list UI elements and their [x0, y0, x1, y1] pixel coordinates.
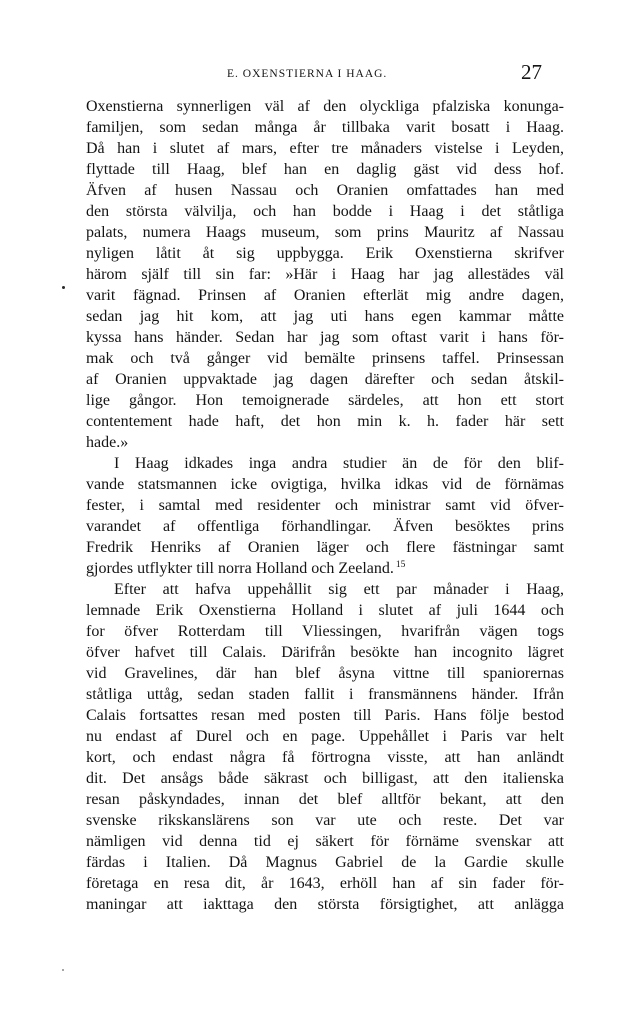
text-line: contentement hade haft, det hon min k. h. fader här sett: [86, 413, 564, 430]
text-line: maningar att iakttaga den största försigtighet, att anlägga: [86, 896, 564, 913]
paragraph-end-line: [86, 558, 564, 579]
paragraph-start-line: Efter att hafva uppehållit sig ett par månader i Haag,: [114, 581, 564, 598]
text-line: Oxenstierna synnerligen väl af den olyckliga pfalziska konunga-: [86, 98, 564, 115]
text-line: Äfven af husen Nassau och Oranien omfattades han med: [86, 182, 564, 199]
text-line: af Oranien uppvaktade jag dagen därefter och sedan åtskil-: [86, 371, 564, 388]
footnote-reference[interactable]: 15: [395, 560, 406, 570]
page-number: 27: [521, 60, 542, 84]
text-line: resan påskyndades, innan det blef alltför bekant, att den: [86, 791, 564, 808]
text-line: färdas i Italien. Då Magnus Gabriel de la Gardie skulle: [86, 854, 564, 871]
text-line: ståtliga uttåg, sedan staden fallit i fransmännens händer. Ifrån: [86, 686, 564, 703]
text-line: nu endast af Durel och en page. Uppehållet i Paris var helt: [86, 728, 564, 745]
text-line: palats, numera Haags museum, som prins Mauritz af Nassau: [86, 224, 564, 241]
text-line: kyssa hans händer. Sedan har jag som oftast varit i hans för-: [86, 329, 564, 346]
text-line: Då han i slutet af mars, efter tre månaders vistelse i Leyden,: [86, 140, 564, 157]
running-head: E. OXENSTIERNA I HAAG.: [227, 68, 388, 80]
text-line: varit fägnad. Prinsen af Oranien efterlät mig andre dagen,: [86, 287, 564, 304]
body-text: [86, 96, 564, 915]
paragraph-start-line: I Haag idkades inga andra studier än de för den blif-: [114, 455, 564, 472]
text-line: nyligen låtit åt sig uppbygga. Erik Oxenstierna skrifver: [86, 245, 564, 262]
text-line: sedan jag hit kom, att jag uti hans egen kammar måtte: [86, 308, 564, 325]
text-line: den största välvilja, och han bodde i Haag i det ståtliga: [86, 203, 564, 220]
text-line: fester, i samtal med residenter och ministrar samt vid öfver-: [86, 497, 564, 514]
text-line: svenske rikskanslärens son var ute och reste. Det var: [86, 812, 564, 829]
text-line: härom själf till sin far: »Här i Haag har jag allestädes väl: [86, 266, 564, 283]
text-line: vid Gravelines, där han blef åsyna vittne till spaniorernas: [86, 665, 564, 682]
text-line: lige gångor. Hon temoignerade särdeles, att hon ett stort: [86, 392, 564, 409]
text-line: dit. Det ansågs både säkrast och billigast, att den italienska: [86, 770, 564, 787]
text-line: lemnade Erik Oxenstierna Holland i slutet af juli 1644 och: [86, 602, 564, 619]
text-line: flyttade till Haag, blef han en daglig gäst vid dess hof.: [86, 161, 564, 178]
text-line: Fredrik Henriks af Oranien läger och flere fästningar samt: [86, 539, 564, 556]
text-line: for öfver Rotterdam till Vliessingen, hvarifrån vägen togs: [86, 623, 564, 640]
text-line: familjen, som sedan många år tillbaka varit bosatt i Haag.: [86, 119, 564, 136]
paper-speck: [62, 969, 64, 971]
text-line: kort, och endast några få förtrogna visste, att han anländt: [86, 749, 564, 766]
text-line: Calais fortsattes resan med posten till Paris. Hans följe bestod: [86, 707, 564, 724]
margin-mark: [62, 286, 65, 289]
text-line: varandet af offentliga förhandlingar. Äfven besöktes prins: [86, 518, 564, 535]
text-line: vande statsmannen icke ovigtiga, hvilka idkas vid de förnämas: [86, 476, 564, 493]
text-line-content: gjordes utflykter till norra Holland och Zeeland.: [86, 560, 394, 577]
text-line: öfver hafvet till Calais. Därifrån besökte han incognito lägret: [86, 644, 564, 661]
text-line: nämligen vid denna tid ej säkert för förnäme svenskar att: [86, 833, 564, 850]
text-line: mak och två gånger vid bemälte prinsens taffel. Prinsessan: [86, 350, 564, 367]
paragraph-end-line: hade.»: [86, 434, 129, 451]
text-line: företaga en resa dit, år 1643, erhöll han af sin fader för-: [86, 875, 564, 892]
